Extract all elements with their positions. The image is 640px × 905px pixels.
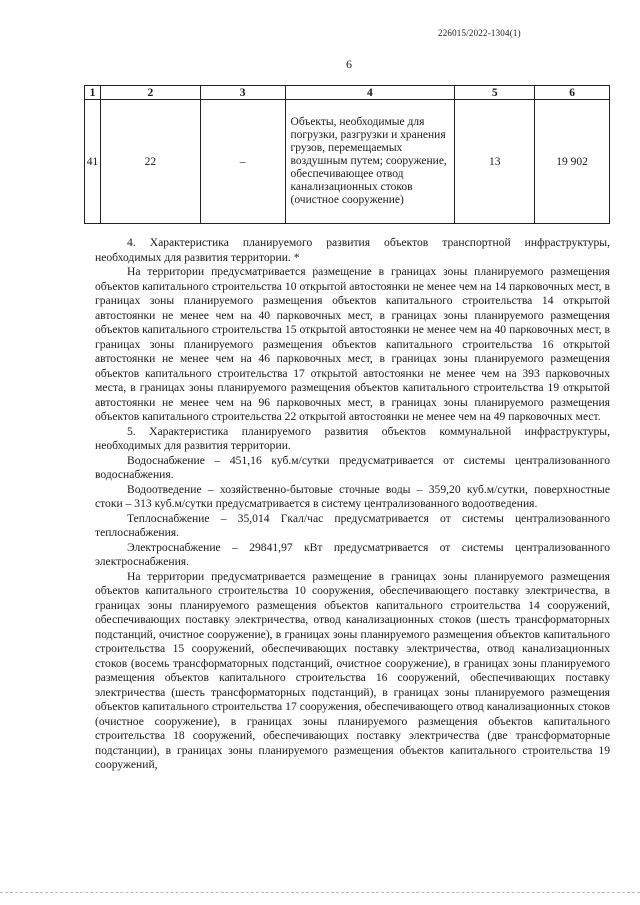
table-cell-description: Объекты, необходимые для погрузки, разгрузки и хранения грузов, перемещаемых воздушным путем; сооружение, обеспечивающее отвод канализационных стоков (очистное сооружение) bbox=[285, 100, 455, 224]
column-header: 3 bbox=[200, 86, 285, 100]
page-number: 6 bbox=[346, 57, 352, 71]
table-header-row bbox=[85, 86, 610, 100]
column-header: 6 bbox=[535, 86, 610, 100]
paragraph-water-supply: Водоснабжение – 451,16 куб.м/сутки предусматривается от системы централизованного водоснабжения. bbox=[95, 453, 610, 481]
table-cell: 13 bbox=[455, 100, 535, 224]
page-bottom-edge bbox=[0, 892, 640, 897]
paragraph-power-supply: Электроснабжение – 29841,97 кВт предусматривается от системы централизованного электроснабжения. bbox=[95, 540, 610, 568]
table-row bbox=[85, 100, 610, 224]
paragraph-heat-supply: Теплоснабжение – 35,014 Гкал/час предусматривается от системы централизованного теплоснабжения. bbox=[95, 511, 610, 539]
section-heading-utilities: 5. Характеристика планируемого развития объектов коммунальной инфраструктуры, необходимых для развития территории. bbox=[95, 424, 610, 452]
document-id: 226015/2022-1304(1) bbox=[438, 28, 521, 38]
paragraph-parking: На территории предусматривается размещение в границах зоны планируемого размещения объектов капитального строительства 10 открытой автостоянки не менее чем на 14 парковочных мест, в границах зоны планируемого размещения объектов капитального строительства 14 открытой автостоянки не менее чем на 40 парковочных мест, в границах зоны планируемого размещения объектов капитального строительства 15 открытой автостоянки не менее чем на 40 парковочных мест, в границах зоны планируемого размещения объектов капитального строительства 16 открытой автостоянки не менее чем на 46 парковочных мест, в границах зоны планируемого размещения объектов капитального строительства 17 открытой автостоянки не менее чем на 393 парковочных места, в границах зоны планируемого размещения объектов капитального строительства 19 открытой автостоянки не менее чем на 96 парковочных мест, в границах зоны планируемого размещения объектов капитального строительства 22 открытой автостоянки не менее чем на 49 парковочных мест. bbox=[95, 265, 610, 423]
document-body bbox=[95, 236, 610, 773]
column-header: 5 bbox=[455, 86, 535, 100]
paragraph-sewerage: Водоотведение – хозяйственно-бытовые сточные воды – 359,20 куб.м/сутки, поверхностные стоки – 313 куб.м/сутки предусматривается в систему централизованного водоотведения. bbox=[95, 482, 610, 510]
objects-table bbox=[84, 85, 610, 224]
section-heading-transport: 4. Характеристика планируемого развития объектов транспортной инфраструктуры, необходимых для развития территории. * bbox=[95, 236, 610, 264]
table-cell: 22 bbox=[100, 100, 200, 224]
table-cell: 19 902 bbox=[535, 100, 610, 224]
paragraph-facilities: На территории предусматривается размещение в границах зоны планируемого размещения объектов капитального строительства 10 сооружения, обеспечивающего поставку электричества, в границах зоны планируемого размещения объектов капитального строительства 14 сооружений, обеспечивающих поставку электричества, отвод канализационных стоков (шесть трансформаторных подстанций, очистное сооружение), в границах зоны планируемого размещения объектов капитального строительства 15 сооружений, обеспечивающих поставку электричества, отвод канализационных стоков (восемь трансформаторных подстанций, очистное сооружение), в границах зоны планируемого размещения объектов капитального строительства 16 сооружений, обеспечивающих поставку электричества (шесть трансформаторных подстанций), в границах зоны планируемого размещения объектов капитального строительства 17 сооружения, обеспечивающего отвод канализационных стоков (очистное сооружение), в границах зоны планируемого размещения объектов капитального строительства 18 сооружений, обеспечивающих поставку электричества (две трансформаторные подстанции), в границах зоны планируемого размещения объектов капитального строительства 19 сооружений, bbox=[95, 569, 610, 771]
column-header: 1 bbox=[85, 86, 101, 100]
column-header: 4 bbox=[285, 86, 455, 100]
table-cell: – bbox=[200, 100, 285, 224]
table-cell: 41 bbox=[85, 100, 101, 224]
column-header: 2 bbox=[100, 86, 200, 100]
